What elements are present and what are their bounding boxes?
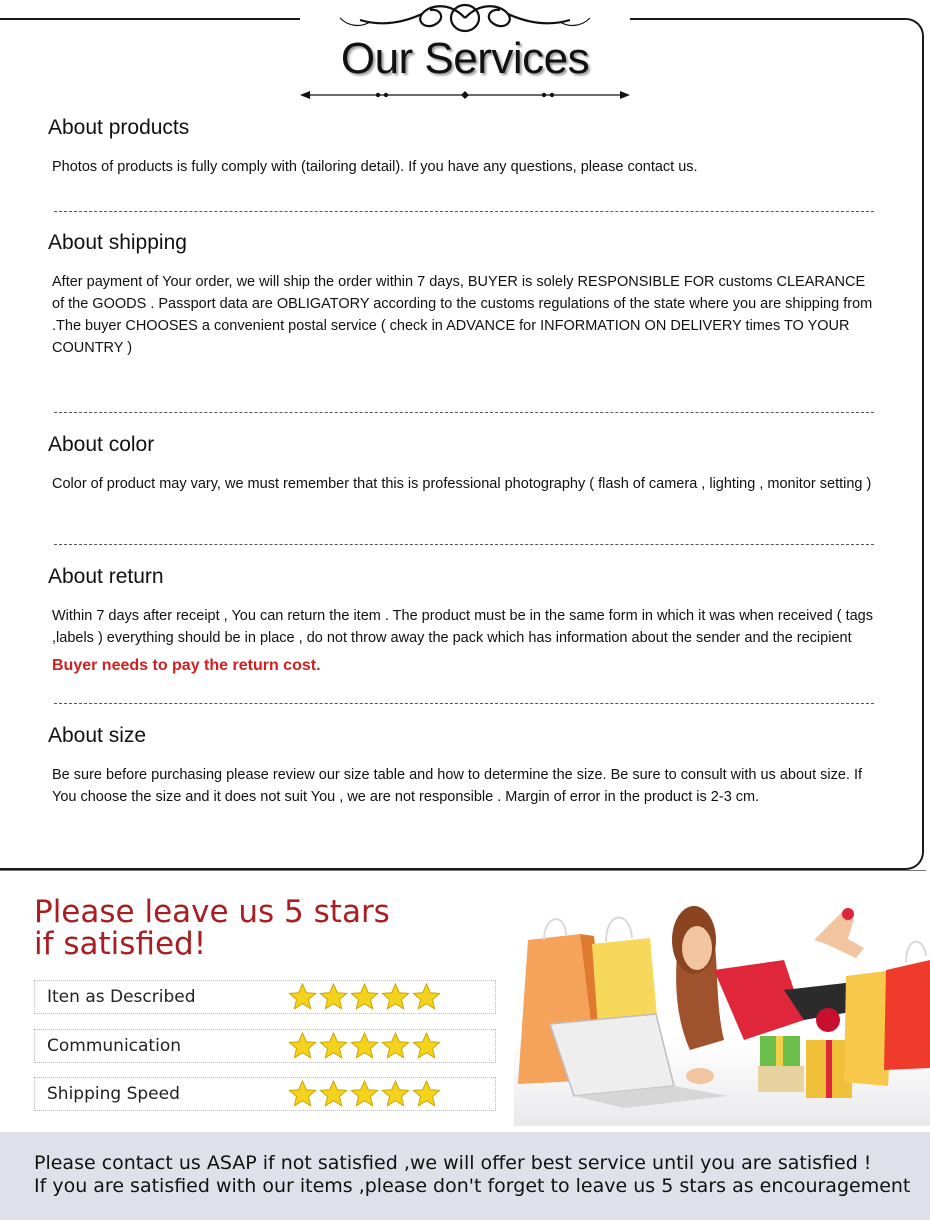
dashed-divider xyxy=(54,412,874,413)
star-icon xyxy=(412,1079,441,1109)
rating-label: Shipping Speed xyxy=(47,1084,180,1104)
star-rating xyxy=(288,982,441,1012)
star-icon xyxy=(412,1031,441,1061)
page-title: Our Services xyxy=(340,34,590,83)
star-icon xyxy=(412,982,441,1012)
star-icon xyxy=(288,982,317,1012)
rating-row-communication xyxy=(34,1029,496,1063)
rating-row-described xyxy=(34,980,496,1014)
rating-label: Iten as Described xyxy=(47,987,196,1007)
shopping-illustration xyxy=(514,890,930,1126)
star-icon xyxy=(288,1079,317,1109)
star-icon xyxy=(381,982,410,1012)
section-body: Photos of products is fully comply with (tailoring detail). If you have any questions, please contact us. xyxy=(52,159,698,175)
star-icon xyxy=(288,1031,317,1061)
section-heading: About color xyxy=(48,433,155,456)
rating-row-shipping-speed xyxy=(34,1077,496,1111)
feedback-heading-line1: Please leave us 5 stars xyxy=(34,894,390,930)
dashed-divider xyxy=(54,544,874,545)
shopping-bag-icon xyxy=(844,942,930,1086)
title-block xyxy=(300,0,630,110)
section-body: Color of product may vary, we must remember that this is professional photography ( flash of camera , lighting , monitor setting ) xyxy=(52,476,872,492)
section-color xyxy=(48,433,878,495)
dashed-divider xyxy=(54,211,874,212)
footer-bar xyxy=(0,1132,930,1220)
star-icon xyxy=(350,982,379,1012)
star-icon xyxy=(319,982,348,1012)
section-size xyxy=(48,724,878,808)
section-heading: About shipping xyxy=(48,231,187,254)
star-rating xyxy=(288,1079,441,1109)
section-body: Be sure before purchasing please review our size table and how to determine the size. Be sure to consult with us about size. If You choose the size and it does not suit You , we are not responsible . Margin of error in the product is 2-3 cm. xyxy=(52,767,863,805)
section-body: Within 7 days after receipt , You can return the item . The product must be in the same form in which it was when received ( tags ,labels ) everything should be in place , do not throw away the pack which has information about the sender and the recipient xyxy=(52,608,873,646)
footer-line2: If you are satisfied with our items ,please don't forget to leave us 5 stars as encouragement xyxy=(34,1175,911,1197)
return-cost-warning: Buyer needs to pay the return cost. xyxy=(52,657,321,674)
woman-figure xyxy=(672,906,874,1050)
section-heading: About size xyxy=(48,724,147,747)
star-icon xyxy=(319,1031,348,1061)
section-heading: About return xyxy=(48,565,164,588)
star-icon xyxy=(350,1031,379,1061)
star-icon xyxy=(319,1079,348,1109)
section-body: After payment of Your order, we will ship the order within 7 days, BUYER is solely RESPONSIBLE FOR customs CLEARANCE of the GOODS . Passport data are OBLIGATORY according to the customs regulations of the state where you are shipping from .The buyer CHOOSES a convenient postal service ( check in ADVANCE for INFORMATION ON DELIVERY times TO YOUR COUNTRY ) xyxy=(52,274,873,356)
feedback-heading-line2: if satisfied! xyxy=(34,926,207,962)
dashed-divider xyxy=(54,703,874,704)
footer-line1: Please contact us ASAP if not satisfied ,we will offer best service until you are satisfied ! xyxy=(34,1152,872,1174)
section-shipping xyxy=(48,231,878,359)
section-return xyxy=(48,565,878,675)
rating-label: Communication xyxy=(47,1036,181,1056)
star-icon xyxy=(381,1079,410,1109)
scroll-ornament-icon xyxy=(330,0,600,36)
star-rating xyxy=(288,1031,441,1061)
star-icon xyxy=(381,1031,410,1061)
section-products xyxy=(48,116,878,178)
star-icon xyxy=(350,1079,379,1109)
title-divider-icon xyxy=(300,88,630,102)
section-heading: About products xyxy=(48,116,190,139)
feedback-heading xyxy=(34,896,390,960)
